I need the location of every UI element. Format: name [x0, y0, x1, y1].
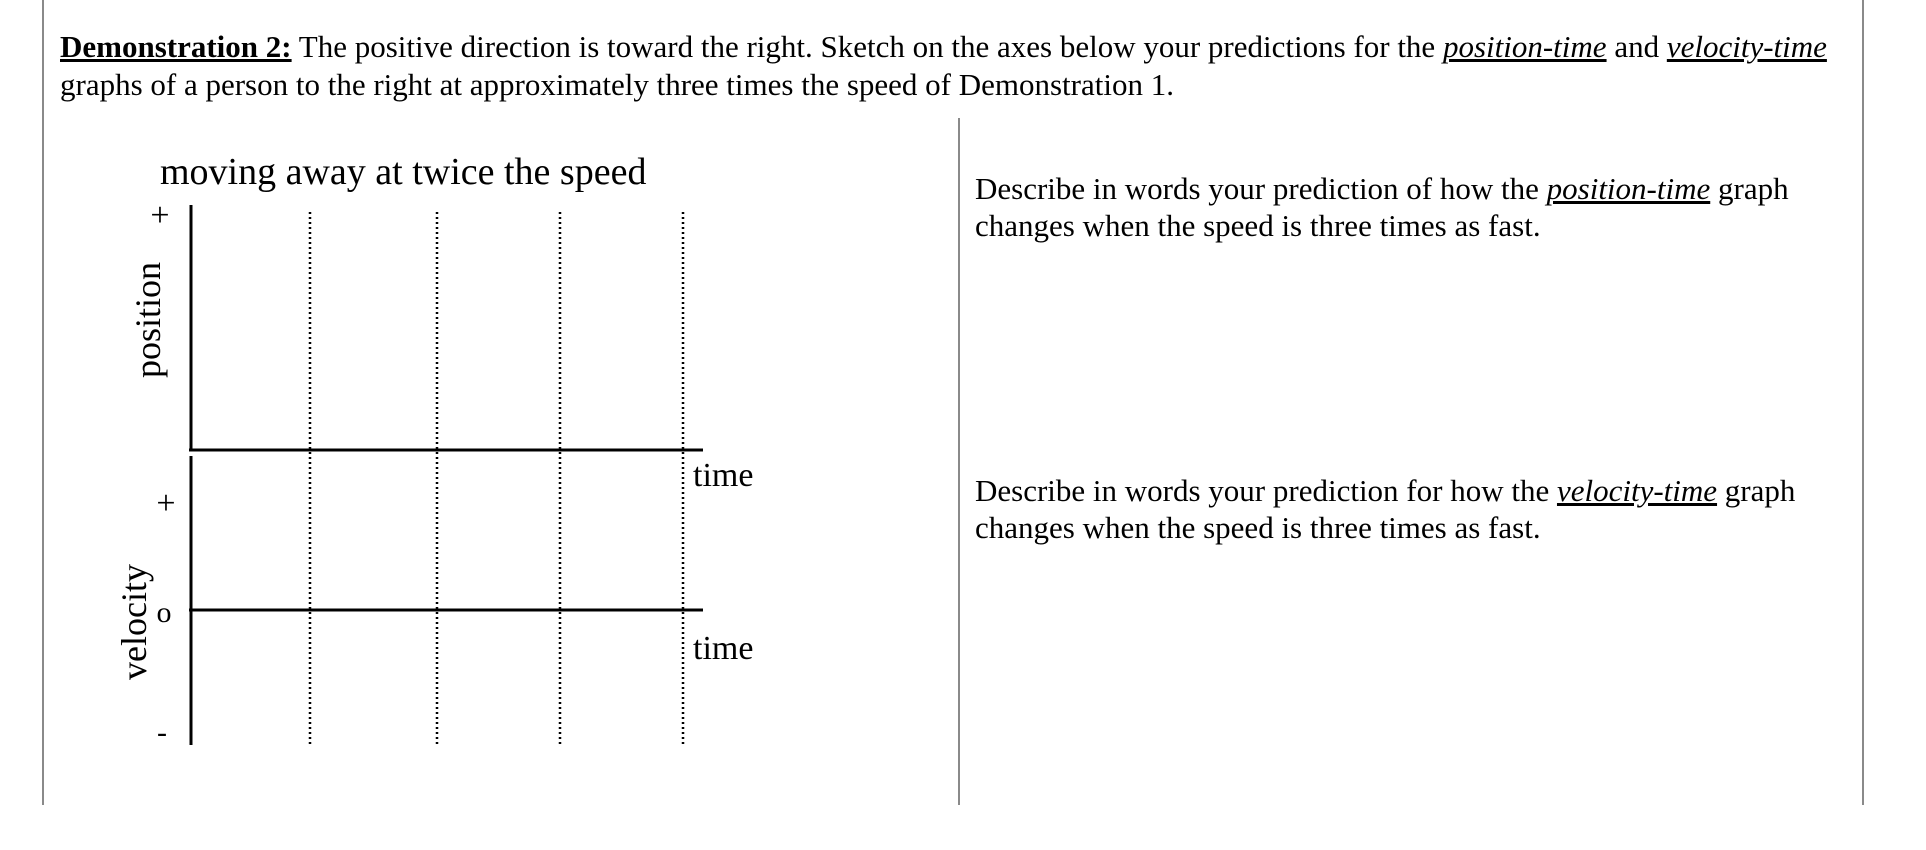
position-prompt-term: position-time	[1546, 171, 1711, 206]
grid-lines	[310, 212, 683, 745]
velocity-axis-label: velocity	[114, 564, 154, 680]
velocity-time-prompt	[975, 472, 1835, 546]
position-plus-sign: +	[150, 197, 170, 234]
velocity-time-label: time	[693, 630, 754, 667]
instructions-text-1: The positive direction is toward the right. Sketch on the axes below your predictions for the	[291, 29, 1443, 64]
position-axis-label: position	[128, 261, 168, 379]
column-divider	[958, 118, 960, 805]
prediction-graphs	[0, 0, 958, 850]
instructions-text-3: graphs of a person to the right at approximately three times the speed of Demonstration 1.	[60, 67, 1174, 102]
position-time-label: time	[693, 457, 754, 494]
page-border-right	[1862, 0, 1864, 805]
position-prompt-text-2: graph changes when the speed is three times as fast.	[975, 171, 1789, 243]
velocity-prompt-term: velocity-time	[1556, 473, 1718, 508]
velocity-minus-sign: -	[157, 716, 167, 749]
demonstration-heading: Demonstration 2:	[60, 29, 292, 64]
velocity-plus-sign: +	[156, 485, 176, 522]
position-time-prompt	[975, 170, 1835, 244]
velocity-zero-label: o	[156, 596, 172, 629]
position-time-graph[interactable]	[128, 197, 753, 494]
velocity-prompt-text-1: Describe in words your prediction for how the	[975, 473, 1557, 508]
position-prompt-text-1: Describe in words your prediction of how the	[975, 171, 1547, 206]
position-time-term: position-time	[1442, 29, 1607, 64]
velocity-time-term: velocity-time	[1666, 29, 1827, 64]
velocity-prompt-text-2: graph changes when the speed is three times as fast.	[975, 473, 1796, 545]
velocity-time-graph[interactable]	[114, 456, 753, 749]
instructions-text-2: and	[1606, 29, 1667, 64]
graph-title: moving away at twice the speed	[160, 151, 647, 193]
